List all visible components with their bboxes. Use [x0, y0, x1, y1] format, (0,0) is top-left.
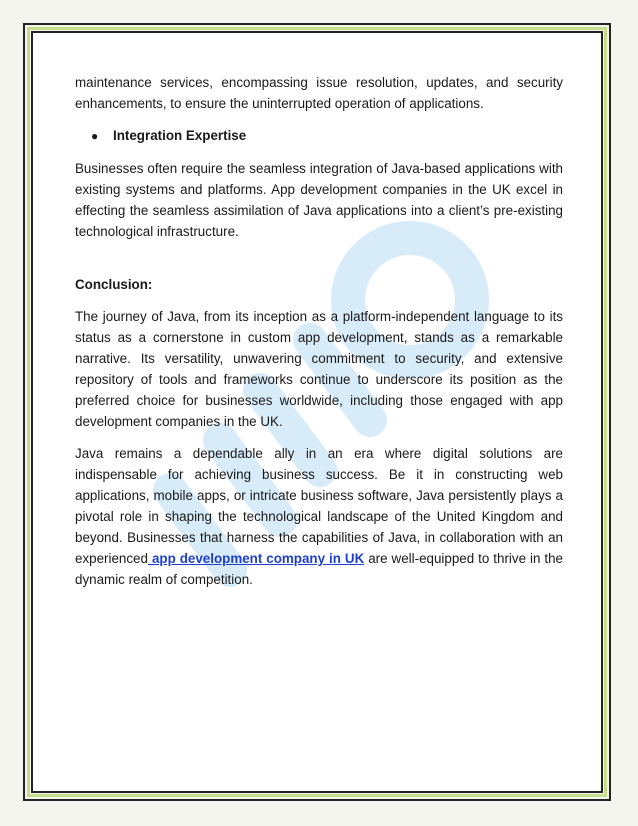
closing-text-end: are well-equipped to thrive in the dynamic realm of competition. [75, 551, 563, 587]
section-heading: Conclusion: [75, 277, 153, 292]
paragraph-closing [75, 443, 563, 590]
paragraph-journey: The journey of Java, from its inception as a platform-independent language to its status as a cornerstone in custom app development, stands as a remarkable narrative. Its versatility, unwavering commitment to security, and extensive repository of tools and frameworks continue to underscore its position as the preferred choice for businesses worldwide, including those engaged with app development companies in the UK. [75, 309, 563, 429]
bullet-item [75, 125, 563, 147]
app-development-link[interactable]: app development company in UK [147, 551, 365, 566]
paragraph-integration: Businesses often require the seamless integration of Java-based applications with existing systems and platforms. App development companies in the UK excel in effecting the seamless assimilation of Java applications into a client’s pre-existing technological infrastructure. [75, 161, 563, 239]
closing-text-start: Java remains a dependable ally in an era where digital solutions are indispensable for achieving business success. Be it in constructing web applications, mobile apps, or intricate business software, Java persistently plays a pivotal role in shaping the technological landscape of the United Kingdom and beyond. Businesses that harness the capabilities of Java, in collaboration with an experienced [75, 446, 563, 566]
bullet-label: Integration Expertise [113, 128, 247, 143]
body-text [75, 72, 563, 601]
bullet-dot-icon: ● [91, 129, 99, 143]
paragraph-maintenance: maintenance services, encompassing issue resolution, updates, and security enhancements, to ensure the uninterrupted operation of applications. [75, 75, 563, 111]
